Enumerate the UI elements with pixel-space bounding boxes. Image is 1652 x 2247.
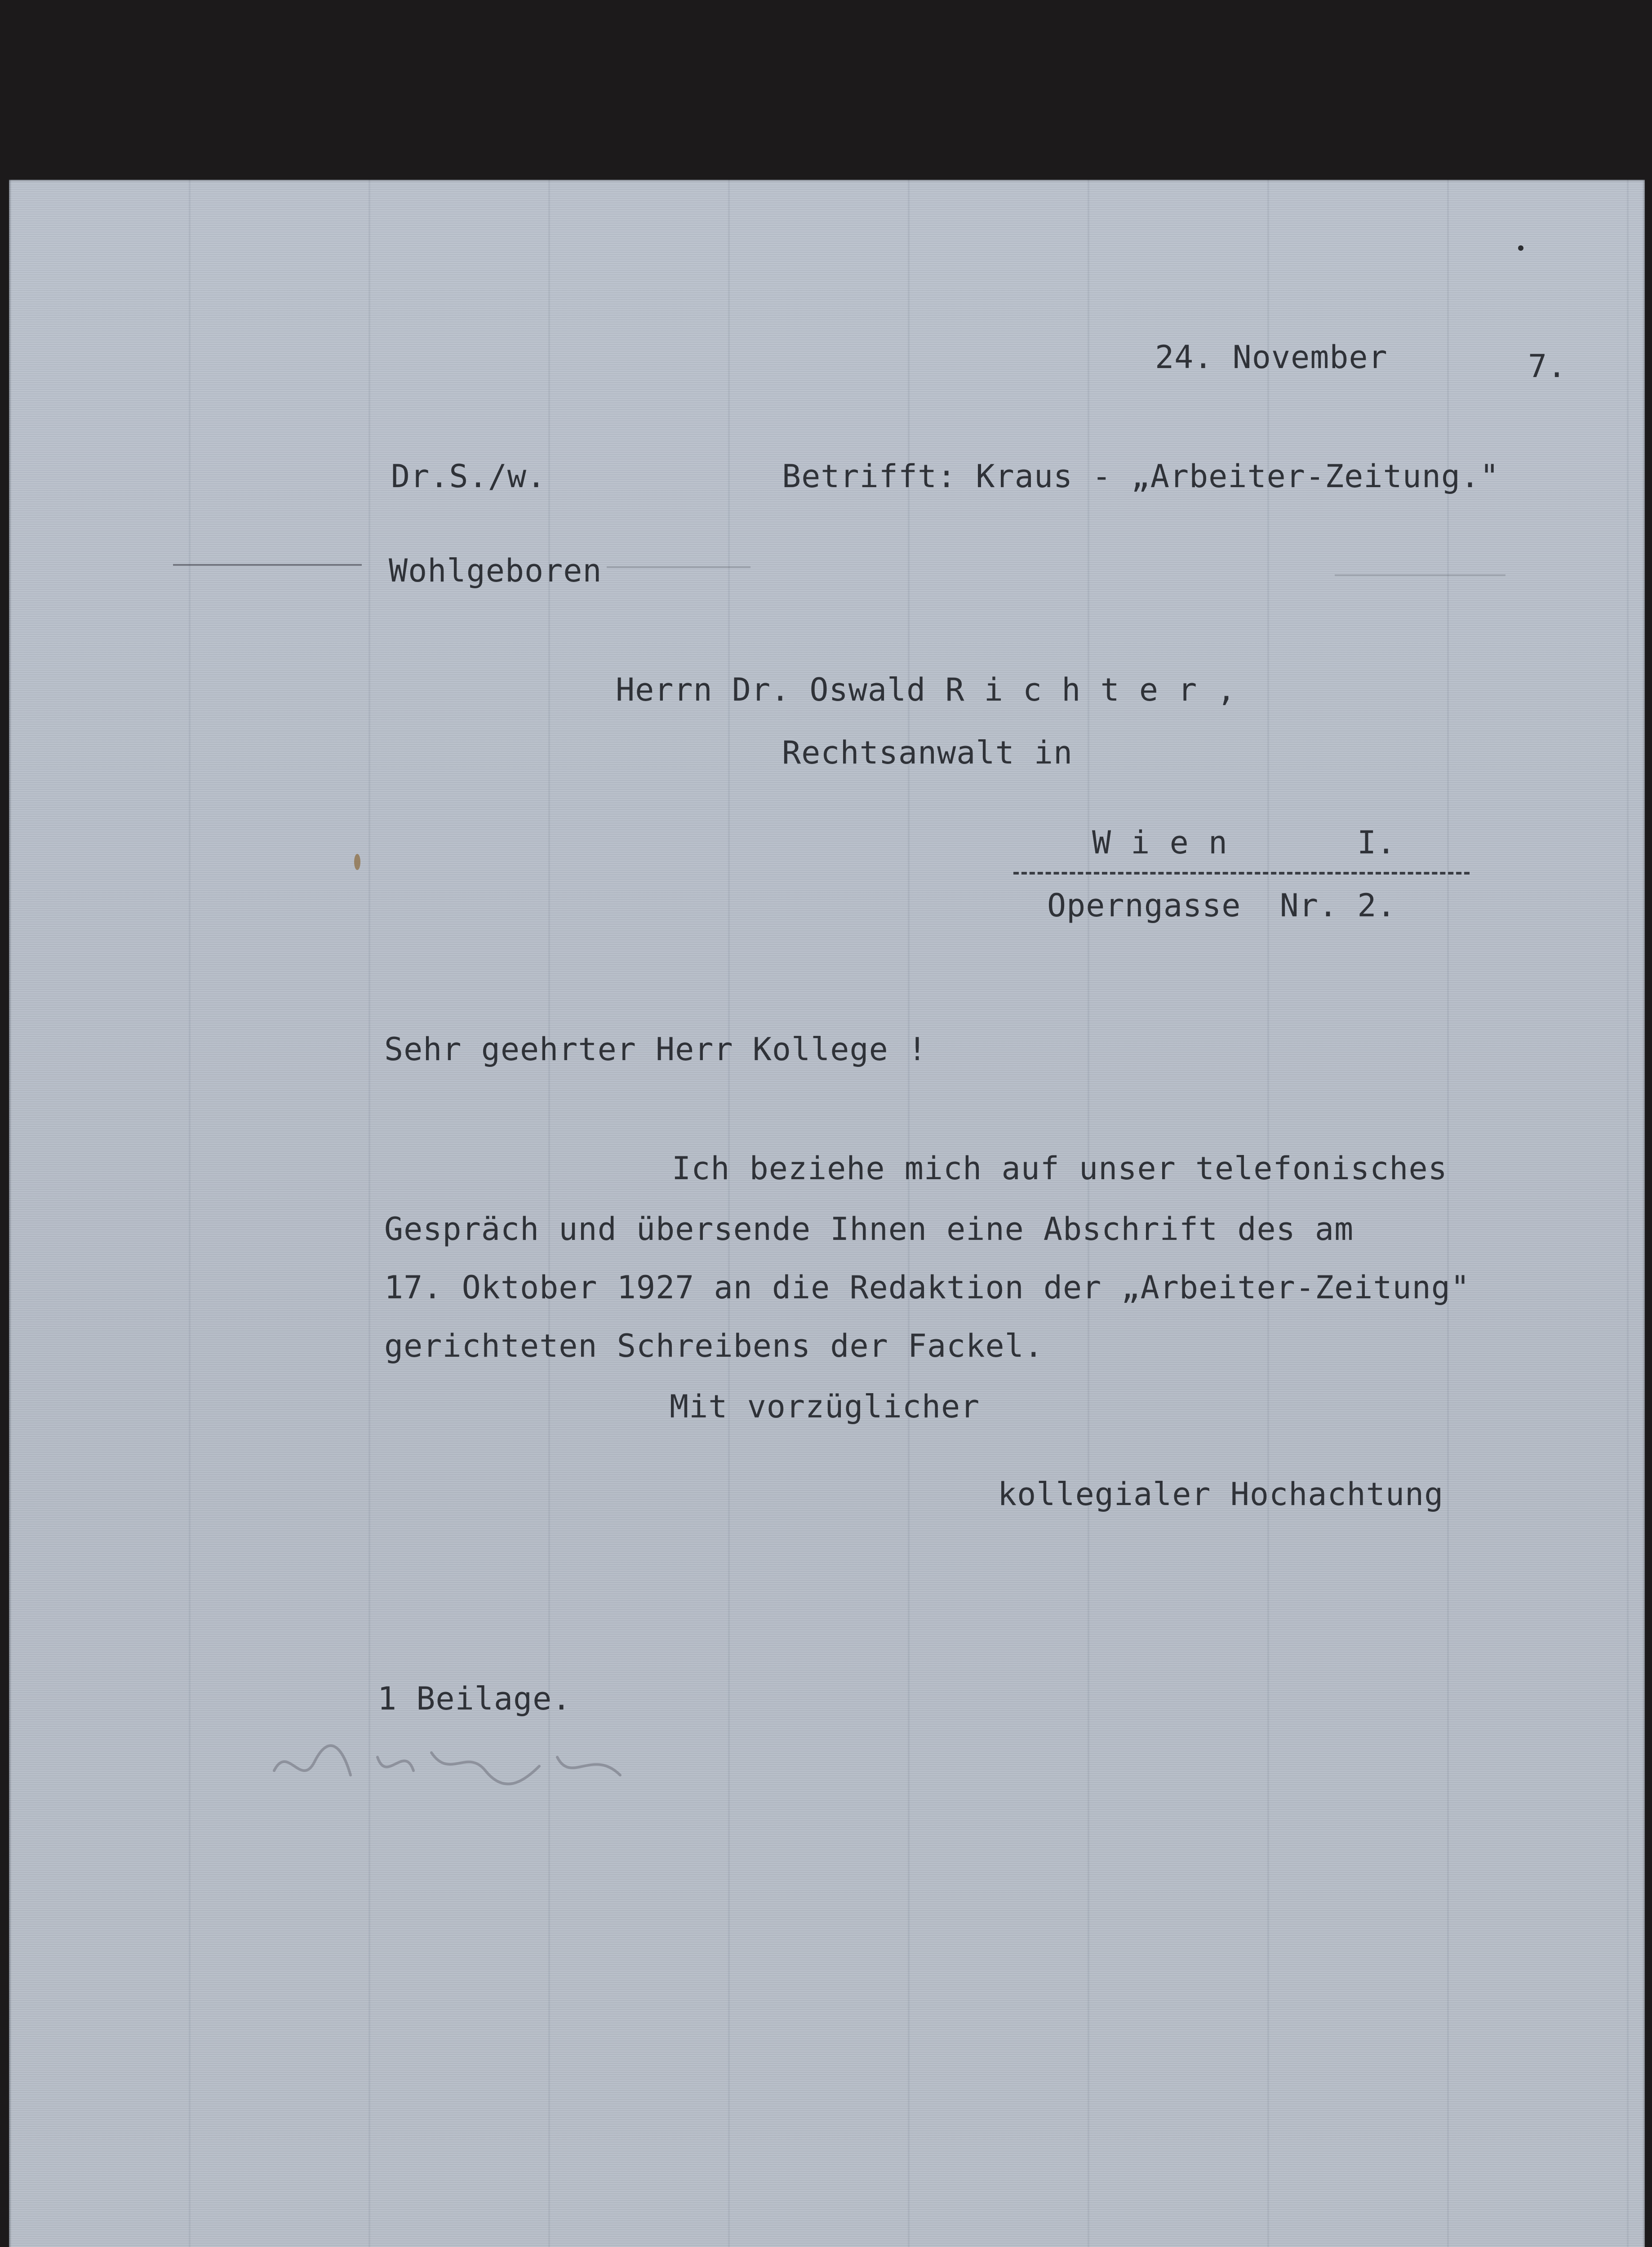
recipient-title: Rechtsanwalt in	[782, 734, 1073, 771]
honorific: Wohlgeboren	[389, 552, 602, 589]
closing-line-2: kollegialer Hochachtung	[998, 1476, 1444, 1513]
ink-dot	[1518, 245, 1523, 251]
faint-mark-left	[173, 564, 362, 566]
recipient-name: Herrn Dr. Oswald R i c h t e r ,	[616, 671, 1236, 708]
faint-mark-right	[1335, 574, 1505, 576]
salutation: Sehr geehrter Herr Kollege !	[384, 1031, 928, 1068]
closing-line-1: Mit vorzüglicher	[670, 1388, 980, 1425]
district: I.	[1357, 824, 1396, 861]
paper-stain	[354, 854, 360, 870]
faint-mark-mid	[607, 566, 751, 568]
subject-line: Betrifft: Kraus - „Arbeiter-Zeitung."	[782, 458, 1500, 495]
reference-initials: Dr.S./w.	[391, 458, 546, 495]
letter-date: 24. November	[1155, 339, 1388, 376]
page-number: 7.	[1528, 348, 1567, 385]
letter-sheet	[9, 180, 1645, 2247]
street-address: Operngasse Nr. 2.	[1047, 887, 1396, 924]
faint-handwritten-mark	[261, 1717, 665, 1816]
body-line-4: gerichteten Schreibens der Fackel.	[384, 1328, 1044, 1364]
enclosure-note: 1 Beilage.	[377, 1680, 572, 1717]
city-underline	[1013, 872, 1470, 875]
body-line-1: Ich beziehe mich auf unser telefonisches	[672, 1150, 1448, 1187]
city: W i e n	[1092, 824, 1228, 861]
body-line-2: Gespräch und übersende Ihnen eine Abschrift des am	[384, 1211, 1354, 1248]
body-line-3: 17. Oktober 1927 an die Redaktion der „Arbeiter-Zeitung"	[384, 1269, 1470, 1306]
